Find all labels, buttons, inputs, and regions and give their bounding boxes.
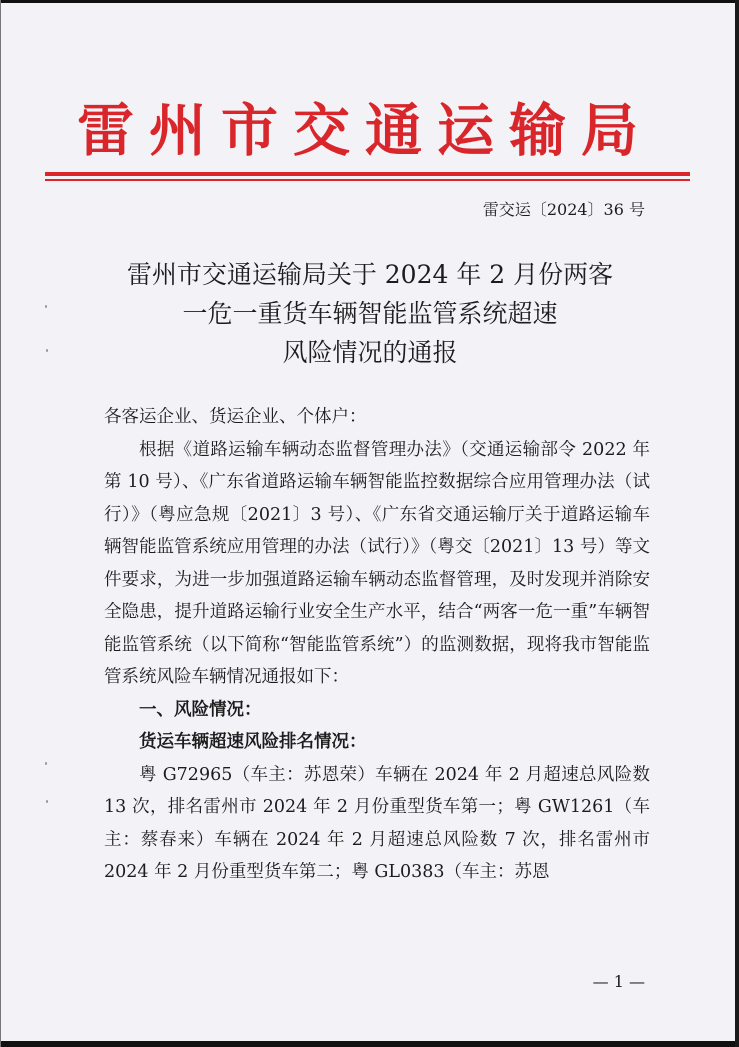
document-title-line: 雷州市交通运输局关于 2024 年 2 月份两客 — [126, 260, 614, 289]
document-title-line: 一危一重货车辆智能监管系统超速 — [182, 299, 558, 328]
scan-right-edge — [735, 0, 739, 1047]
body-paragraph: 粤 G72965（车主：苏恩荣）车辆在 2024 年 2 月超速总风险数 13 次，排名雷州市 2024 年 2 月份重型货车第一；粤 GW1261（车主：蔡春来）车辆在 2024 年 2 月超速总风险数 7 次，排名雷州市 2024 年 2 月份重型货车第二；粤 GL0383（车主：苏恩 — [104, 764, 650, 882]
section-heading: 一、风险情况： — [139, 699, 262, 720]
scan-speck — [46, 800, 48, 803]
issuer-header-title: 雷州市交通运输局 — [77, 97, 653, 164]
document-number: 雷交运〔2024〕36 号 — [482, 200, 645, 219]
scan-left-edge — [0, 0, 1, 1047]
scan-speck — [45, 305, 47, 308]
scan-top-edge — [0, 0, 739, 3]
document-body — [104, 401, 650, 889]
document-title-line: 风险情况的通报 — [282, 338, 458, 367]
scan-speck — [45, 762, 47, 765]
scan-bottom-edge — [0, 1041, 739, 1047]
scan-speck — [46, 349, 48, 352]
document-title — [80, 255, 660, 372]
salutation: 各客运企业、货运企业、个体户： — [104, 407, 367, 427]
subsection-heading: 货运车辆超速风险排名情况： — [139, 732, 367, 752]
page-number: — 1 — — [592, 972, 645, 991]
body-paragraph: 根据《道路运输车辆动态监督管理办法》（交通运输部令 2022 年第 10 号）、《广东省道路运输车辆智能监控数据综合应用管理办法（试行）》（粤应急规〔2021〕3 号）、《广东省交通运输厅关于道路运输车辆智能监管系统应用管理的办法（试行）》（粤交〔2021〕13 号）等文件要求，为进一步加强道路运输车辆动态监督管理，及时发现并消除安全隐患，提升道路运输行业安全生产水平，结合“两客一危一重”车辆智能监管系统（以下简称“智能监管系统”）的监测数据，现将我市智能监管系统风险车辆情况通报如下： — [104, 439, 650, 687]
header-red-rule — [45, 172, 690, 176]
header-red-rule-thin — [45, 179, 690, 181]
